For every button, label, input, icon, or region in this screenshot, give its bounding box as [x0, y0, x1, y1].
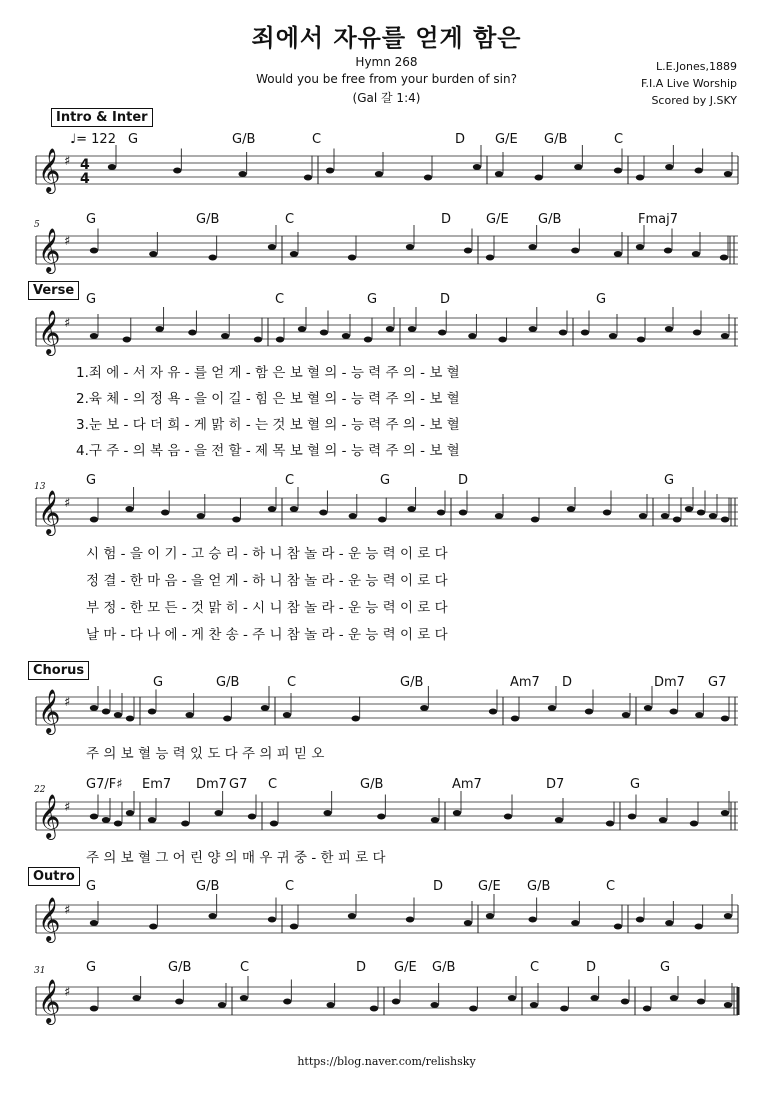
- note-head: [690, 821, 698, 827]
- lyric-line: 시 험 - 을 이 기 - 고 승 리 - 하 니 참 놀 라 - 운 능 력 이 로 다: [86, 546, 448, 562]
- note-head: [290, 251, 298, 257]
- note-head: [283, 712, 291, 718]
- note-head: [375, 171, 383, 177]
- note-head: [386, 326, 394, 332]
- note-head: [636, 175, 644, 181]
- note-head: [621, 999, 629, 1005]
- note-head: [407, 506, 415, 512]
- note-head: [692, 251, 700, 257]
- note-head: [585, 709, 593, 715]
- staff: [36, 225, 738, 274]
- note-head: [528, 244, 536, 250]
- note-head: [571, 248, 579, 254]
- note-head: [643, 1006, 651, 1012]
- chord-symbol: G/B: [168, 960, 192, 975]
- note-head: [188, 330, 196, 336]
- note-head: [268, 506, 276, 512]
- chord-symbol: G7/F♯: [86, 777, 123, 792]
- tempo-marking: ♩= 122: [70, 132, 116, 147]
- lyric-line: 날 마 - 다 나 에 - 게 찬 송 - 주 니 참 놀 라 - 운 능 력 이 로 다: [86, 627, 448, 643]
- note-head: [408, 326, 416, 332]
- chord-symbol: G7: [708, 675, 727, 690]
- note-head: [148, 709, 156, 715]
- note-head: [636, 244, 644, 250]
- chord-symbol: G7: [229, 777, 248, 792]
- note-head: [270, 821, 278, 827]
- chord-symbol: G: [86, 473, 97, 488]
- note-head: [214, 810, 222, 816]
- scripture-reference: (Gal 갈 1:4): [352, 91, 421, 105]
- note-head: [694, 924, 702, 930]
- note-head: [724, 913, 732, 919]
- chord-symbol: G: [86, 292, 97, 307]
- staff: [36, 145, 738, 194]
- chord-symbol: Dm7: [654, 675, 685, 690]
- note-head: [102, 817, 110, 823]
- measure-number: 31: [34, 966, 46, 976]
- chord-symbol: C: [268, 777, 278, 792]
- note-head: [709, 513, 717, 519]
- section-verse: Verse: [28, 281, 79, 300]
- chord-symbol: C: [614, 132, 624, 147]
- note-head: [530, 1002, 538, 1008]
- chord-symbol: C: [312, 132, 322, 147]
- note-head: [438, 330, 446, 336]
- note-head: [326, 1002, 334, 1008]
- note-head: [724, 171, 732, 177]
- note-head: [290, 506, 298, 512]
- chord-symbol: G/B: [432, 960, 456, 975]
- chord-symbol: G: [86, 879, 97, 894]
- section-outro: Outro: [28, 867, 80, 886]
- sharp-icon: ♯: [64, 154, 71, 169]
- chord-symbol: D: [356, 960, 367, 975]
- note-head: [221, 333, 229, 339]
- note-head: [197, 513, 205, 519]
- note-head: [486, 913, 494, 919]
- note-head: [304, 175, 312, 181]
- chord-symbol: C: [287, 675, 297, 690]
- chord-symbol: G/E: [478, 879, 501, 894]
- chord-symbol: D: [458, 473, 469, 488]
- chord-symbol: G/B: [527, 879, 551, 894]
- sharp-icon: ♯: [64, 496, 71, 511]
- chord-symbol: G: [664, 473, 675, 488]
- note-head: [240, 995, 248, 1001]
- note-head: [603, 510, 611, 516]
- note-head: [628, 814, 636, 820]
- english-subtitle: Would you be free from your burden of sin?: [256, 72, 517, 86]
- section-chorus: Chorus: [28, 661, 89, 680]
- chord-symbol: C: [285, 879, 295, 894]
- chord-symbol: G/E: [394, 960, 417, 975]
- note-head: [208, 255, 216, 261]
- lyric-line: 주 의 보 혈 그 어 린 양 의 매 우 귀 중 - 한 피 로 다: [86, 850, 386, 866]
- sharp-icon: ♯: [64, 903, 71, 918]
- note-head: [724, 1002, 732, 1008]
- treble-clef-icon: 𝄞: [38, 228, 61, 272]
- note-head: [349, 513, 357, 519]
- note-head: [377, 814, 385, 820]
- note-head: [614, 251, 622, 257]
- lyric-line: 3.눈 보 - 다 더 희 - 게 맑 히 - 는 것 보 혈 의 - 능 력 주 의 - 보 혈: [76, 417, 460, 433]
- note-head: [659, 817, 667, 823]
- chord-symbol: C: [606, 879, 616, 894]
- staff: [36, 894, 738, 943]
- note-head: [320, 330, 328, 336]
- note-head: [90, 517, 98, 523]
- note-head: [90, 248, 98, 254]
- note-head: [498, 337, 506, 343]
- chord-symbol: G: [128, 132, 139, 147]
- chord-symbol: D: [433, 879, 444, 894]
- sharp-icon: ♯: [64, 985, 71, 1000]
- note-head: [148, 817, 156, 823]
- note-head: [665, 164, 673, 170]
- note-head: [489, 709, 497, 715]
- note-head: [664, 248, 672, 254]
- note-head: [90, 705, 98, 711]
- note-head: [90, 814, 98, 820]
- note-head: [351, 716, 359, 722]
- sharp-icon: ♯: [64, 800, 71, 815]
- note-head: [622, 712, 630, 718]
- note-head: [185, 712, 193, 718]
- note-head: [175, 999, 183, 1005]
- note-head: [721, 810, 729, 816]
- note-head: [695, 712, 703, 718]
- note-head: [323, 810, 331, 816]
- note-head: [560, 1006, 568, 1012]
- treble-clef-icon: 𝄞: [38, 979, 61, 1023]
- note-head: [123, 337, 131, 343]
- hymn-number: Hymn 268: [355, 55, 418, 69]
- note-head: [161, 510, 169, 516]
- note-head: [430, 1002, 438, 1008]
- note-head: [614, 924, 622, 930]
- note-head: [268, 244, 276, 250]
- chord-symbol: G: [86, 212, 97, 227]
- note-head: [126, 716, 134, 722]
- note-head: [102, 709, 110, 715]
- chord-symbol: Am7: [510, 675, 540, 690]
- note-head: [685, 506, 693, 512]
- note-head: [665, 920, 673, 926]
- chord-symbol: Am7: [452, 777, 482, 792]
- note-head: [720, 255, 728, 261]
- note-head: [90, 920, 98, 926]
- measure-number: 22: [34, 785, 46, 795]
- chord-symbol: C: [285, 212, 295, 227]
- chord-symbol: G: [367, 292, 378, 307]
- note-head: [268, 917, 276, 923]
- note-head: [636, 917, 644, 923]
- note-head: [534, 175, 542, 181]
- sharp-icon: ♯: [64, 695, 71, 710]
- section-intro: Intro & Inter: [51, 108, 153, 127]
- note-head: [378, 517, 386, 523]
- lyric-line: 주 의 보 혈 능 력 있 도 다 주 의 피 믿 오: [86, 746, 325, 762]
- chord-symbol: G/B: [360, 777, 384, 792]
- note-head: [486, 255, 494, 261]
- note-head: [90, 333, 98, 339]
- treble-clef-icon: 𝄞: [38, 689, 61, 733]
- note-head: [254, 337, 262, 343]
- note-head: [670, 995, 678, 1001]
- blog-url: https://blog.naver.com/relishsky: [297, 1055, 476, 1068]
- sharp-icon: ♯: [64, 234, 71, 249]
- note-head: [298, 326, 306, 332]
- note-head: [114, 821, 122, 827]
- note-head: [531, 517, 539, 523]
- lyric-line: 4.구 주 - 의 복 음 - 을 전 할 - 제 목 보 혈 의 - 능 력 주 의 - 보 혈: [76, 443, 460, 459]
- note-head: [697, 510, 705, 516]
- chord-symbol: G: [153, 675, 164, 690]
- lyric-line: 정 결 - 한 마 음 - 을 얻 게 - 하 니 참 놀 라 - 운 능 력 이 로 다: [86, 573, 448, 589]
- note-head: [639, 513, 647, 519]
- chord-symbol: G: [630, 777, 641, 792]
- note-head: [548, 705, 556, 711]
- chord-symbol: C: [240, 960, 250, 975]
- note-head: [290, 924, 298, 930]
- note-head: [567, 506, 575, 512]
- chord-symbol: G: [380, 473, 391, 488]
- chord-symbol: Dm7: [196, 777, 227, 792]
- note-head: [348, 255, 356, 261]
- note-head: [581, 330, 589, 336]
- note-head: [468, 333, 476, 339]
- note-head: [348, 913, 356, 919]
- note-head: [693, 330, 701, 336]
- note-head: [529, 326, 537, 332]
- note-head: [574, 164, 582, 170]
- chord-symbol: C: [275, 292, 285, 307]
- chord-symbol: G/B: [216, 675, 240, 690]
- note-head: [108, 164, 116, 170]
- note-head: [464, 920, 472, 926]
- note-head: [453, 810, 461, 816]
- note-head: [319, 510, 327, 516]
- note-head: [155, 326, 163, 332]
- note-head: [459, 510, 467, 516]
- lyric-line: 부 정 - 한 모 든 - 것 맑 히 - 시 니 참 놀 라 - 운 능 력 이 로 다: [86, 600, 448, 616]
- time-signature: 4: [80, 157, 90, 173]
- staff: [36, 307, 738, 356]
- note-head: [694, 168, 702, 174]
- note-head: [437, 510, 445, 516]
- note-head: [606, 821, 614, 827]
- note-head: [665, 326, 673, 332]
- note-head: [590, 995, 598, 1001]
- chord-symbol: D: [455, 132, 466, 147]
- note-head: [721, 517, 729, 523]
- note-head: [473, 164, 481, 170]
- chord-symbol: G/B: [400, 675, 424, 690]
- chord-symbol: G: [596, 292, 607, 307]
- note-head: [614, 168, 622, 174]
- measure-number: 5: [34, 220, 40, 230]
- note-head: [495, 513, 503, 519]
- note-head: [571, 920, 579, 926]
- note-head: [126, 810, 134, 816]
- note-head: [464, 248, 472, 254]
- note-head: [208, 913, 216, 919]
- treble-clef-icon: 𝄞: [38, 148, 61, 192]
- chord-symbol: G: [660, 960, 671, 975]
- note-head: [673, 517, 681, 523]
- chord-symbol: G/B: [232, 132, 256, 147]
- note-head: [504, 814, 512, 820]
- note-head: [555, 817, 563, 823]
- note-head: [406, 917, 414, 923]
- note-head: [125, 506, 133, 512]
- note-head: [283, 999, 291, 1005]
- staff: [36, 976, 738, 1025]
- arranger-credit: F.I.A Live Worship: [640, 77, 737, 90]
- note-head: [223, 716, 231, 722]
- lyric-line: 2.육 체 - 의 정 욕 - 을 이 길 - 힘 은 보 혈 의 - 능 력 주 의 - 보 혈: [76, 391, 460, 407]
- note-head: [248, 814, 256, 820]
- note-head: [232, 517, 240, 523]
- chord-symbol: C: [285, 473, 295, 488]
- chord-symbol: Em7: [142, 777, 172, 792]
- note-head: [406, 244, 414, 250]
- note-head: [276, 337, 284, 343]
- note-head: [495, 171, 503, 177]
- chord-symbol: G: [86, 960, 97, 975]
- note-head: [218, 1002, 226, 1008]
- note-head: [528, 917, 536, 923]
- chord-symbol: G/B: [196, 212, 220, 227]
- chord-symbol: Fmaj7: [638, 212, 678, 227]
- treble-clef-icon: 𝄞: [38, 794, 61, 838]
- composer-credit: L.E.Jones,1889: [655, 60, 737, 73]
- measure-number: 13: [34, 482, 46, 492]
- time-signature: 4: [80, 171, 90, 187]
- note-head: [697, 999, 705, 1005]
- page-title: 죄에서 자유를 얻게 함은: [251, 24, 522, 52]
- sharp-icon: ♯: [64, 316, 71, 331]
- note-head: [721, 333, 729, 339]
- note-head: [511, 716, 519, 722]
- note-head: [431, 817, 439, 823]
- lyric-line: 1.죄 에 - 서 자 유 - 를 얻 게 - 함 은 보 혈 의 - 능 력 주 의 - 보 혈: [76, 365, 460, 381]
- note-head: [326, 168, 334, 174]
- note-head: [669, 709, 677, 715]
- note-head: [132, 995, 140, 1001]
- note-head: [261, 705, 269, 711]
- staff: [36, 686, 738, 735]
- chord-symbol: G/E: [495, 132, 518, 147]
- chord-symbol: D: [441, 212, 452, 227]
- note-head: [364, 337, 372, 343]
- note-head: [420, 705, 428, 711]
- chord-symbol: G/E: [486, 212, 509, 227]
- note-head: [173, 168, 181, 174]
- note-head: [149, 924, 157, 930]
- chord-symbol: D: [586, 960, 597, 975]
- note-head: [149, 251, 157, 257]
- treble-clef-icon: 𝄞: [38, 310, 61, 354]
- note-head: [392, 999, 400, 1005]
- note-head: [238, 171, 246, 177]
- chord-symbol: C: [530, 960, 540, 975]
- note-head: [644, 705, 652, 711]
- note-head: [342, 333, 350, 339]
- note-head: [721, 716, 729, 722]
- note-head: [559, 330, 567, 336]
- note-head: [424, 175, 432, 181]
- quarter-note-icon: ♩: [70, 132, 77, 147]
- note-head: [469, 1006, 477, 1012]
- treble-clef-icon: 𝄞: [38, 897, 61, 941]
- chord-symbol: G/B: [196, 879, 220, 894]
- note-head: [661, 513, 669, 519]
- note-head: [609, 333, 617, 339]
- chord-symbol: G/B: [538, 212, 562, 227]
- note-head: [181, 821, 189, 827]
- chord-symbol: D: [562, 675, 573, 690]
- note-head: [90, 1006, 98, 1012]
- treble-clef-icon: 𝄞: [38, 490, 61, 534]
- chord-symbol: D7: [546, 777, 565, 792]
- note-head: [508, 995, 516, 1001]
- note-head: [114, 712, 122, 718]
- staff: [36, 487, 738, 536]
- chord-symbol: G/B: [544, 132, 568, 147]
- chord-symbol: D: [440, 292, 451, 307]
- note-head: [370, 1006, 378, 1012]
- scorer-credit: Scored by J.SKY: [651, 94, 737, 107]
- note-head: [637, 337, 645, 343]
- staff: [36, 791, 738, 840]
